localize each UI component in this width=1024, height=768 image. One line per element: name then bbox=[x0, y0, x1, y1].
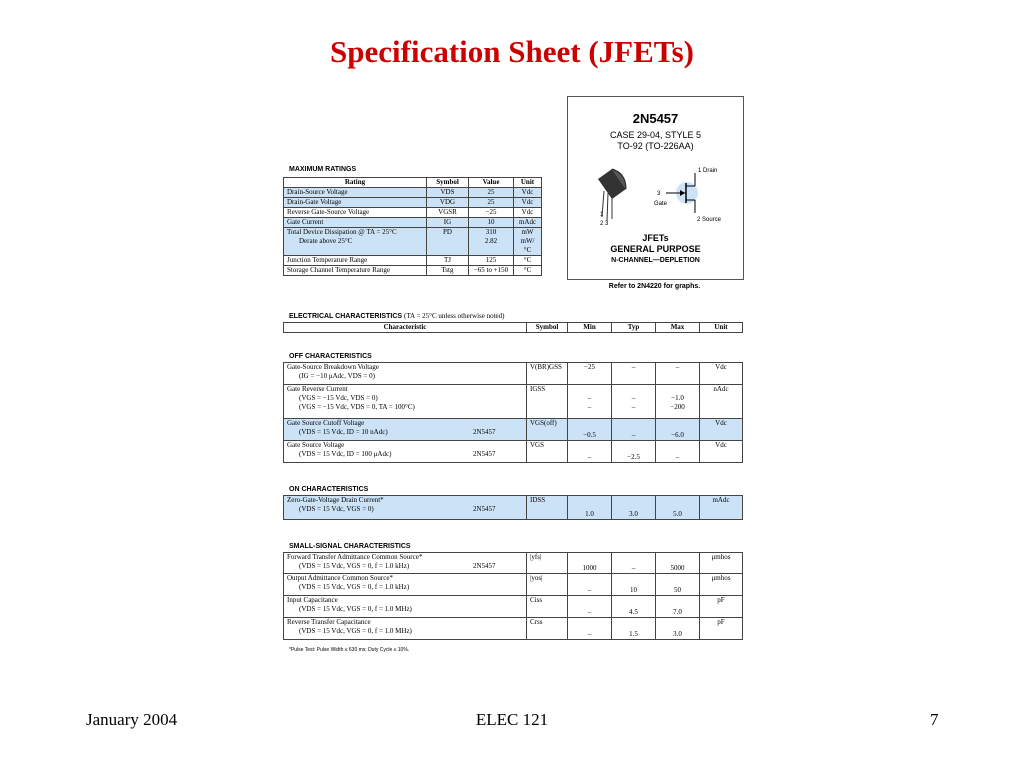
col-characteristic: Characteristic bbox=[284, 323, 527, 333]
char-cell bbox=[284, 496, 527, 520]
col-max: Max bbox=[656, 323, 700, 333]
char-line: (VGS = −15 Vdc, VDS = 0, TA = 100°C) bbox=[299, 403, 415, 411]
char-line: Gate Source Cutoff Voltage bbox=[287, 419, 365, 427]
off-table bbox=[283, 362, 743, 463]
char-line: Forward Transfer Admittance Common Source* bbox=[287, 553, 423, 561]
symbol-cell: VDS bbox=[427, 188, 469, 198]
package-box bbox=[567, 96, 744, 280]
graphs-reference: Refer to 2N4220 for graphs. bbox=[608, 283, 701, 290]
unit-cell: nAdc bbox=[700, 385, 743, 419]
char-line: Output Admittance Common Source* bbox=[287, 574, 393, 582]
rating-cell: Drain-Gate Voltage bbox=[284, 198, 427, 208]
part-label: 2N5457 bbox=[473, 428, 496, 436]
max-cell: 3.0 bbox=[656, 618, 700, 640]
max-cell: 5000 bbox=[656, 553, 700, 574]
symbol-cell: TJ bbox=[427, 256, 469, 266]
value-cell: 25 bbox=[469, 198, 514, 208]
symbol-cell: |yos| bbox=[527, 574, 568, 596]
part-label: 2N5457 bbox=[473, 562, 496, 570]
part-number: 2N5457 bbox=[632, 111, 679, 126]
col-min: Min bbox=[568, 323, 612, 333]
value-cell: −65 to +150 bbox=[469, 266, 514, 276]
unit-cell: mAdc bbox=[700, 496, 743, 520]
min-cell: 1000 bbox=[568, 553, 612, 574]
off-heading: OFF CHARACTERISTICS bbox=[289, 353, 372, 360]
gate-label: Gate bbox=[654, 201, 668, 207]
rating-cell bbox=[284, 228, 427, 256]
max-line: −1.0 bbox=[671, 394, 684, 402]
char-line: (VDS = 15 Vdc, ID = 10 nAdc) bbox=[299, 428, 388, 436]
col-symbol: Symbol bbox=[527, 323, 568, 333]
unit-cell: μmhos bbox=[700, 574, 743, 596]
symbol-cell: PD bbox=[427, 228, 469, 256]
char-line: (VDS = 15 Vdc, VGS = 0, f = 1.0 MHz) bbox=[299, 605, 412, 613]
unit-line: mW/°C bbox=[520, 237, 535, 254]
min-cell: −0.5 bbox=[568, 419, 612, 441]
char-line: Gate-Source Breakdown Voltage bbox=[287, 363, 379, 371]
jfet-symbol-icon bbox=[666, 173, 698, 213]
max-cell bbox=[656, 385, 700, 419]
symbol-cell: Crss bbox=[527, 618, 568, 640]
col-rating: Rating bbox=[284, 178, 427, 188]
table-row bbox=[284, 385, 743, 419]
unit-cell: Vdc bbox=[700, 441, 743, 463]
type-line: JFETs bbox=[642, 233, 669, 243]
on-table bbox=[283, 495, 743, 520]
unit-cell: Vdc bbox=[514, 208, 542, 218]
unit-cell: °C bbox=[514, 266, 542, 276]
max-cell: −6.0 bbox=[656, 419, 700, 441]
table-row bbox=[284, 553, 743, 574]
unit-cell bbox=[514, 228, 542, 256]
typ-cell: −2.5 bbox=[612, 441, 656, 463]
table-row bbox=[284, 198, 542, 208]
typ-cell: 10 bbox=[612, 574, 656, 596]
table-row bbox=[284, 228, 542, 256]
elec-header-table bbox=[283, 322, 743, 333]
table-row bbox=[284, 363, 743, 385]
unit-cell: Vdc bbox=[514, 198, 542, 208]
value-cell: −25 bbox=[469, 208, 514, 218]
value-cell: 25 bbox=[469, 188, 514, 198]
table-row bbox=[284, 188, 542, 198]
symbol-cell: VDG bbox=[427, 198, 469, 208]
table-row bbox=[284, 441, 743, 463]
small-signal-table bbox=[283, 552, 743, 640]
symbol-cell: IGSS bbox=[527, 385, 568, 419]
table-row bbox=[284, 596, 743, 618]
part-label: 2N5457 bbox=[473, 450, 496, 458]
rating-cell: Storage Channel Temperature Range bbox=[284, 266, 427, 276]
unit-cell: Vdc bbox=[514, 188, 542, 198]
elec-heading-text: ELECTRICAL CHARACTERISTICS bbox=[289, 313, 403, 320]
value-line: 310 bbox=[485, 228, 497, 236]
min-cell: −25 bbox=[568, 363, 612, 385]
char-line: (VDS = 15 Vdc, ID = 100 μAdc) bbox=[299, 450, 392, 458]
source-label: 2 Source bbox=[697, 217, 722, 223]
value-cell: 125 bbox=[469, 256, 514, 266]
char-line: Reverse Transfer Capacitance bbox=[287, 618, 371, 626]
char-cell bbox=[284, 385, 527, 419]
min-cell: – bbox=[568, 618, 612, 640]
case-info bbox=[568, 130, 743, 152]
table-row bbox=[284, 618, 743, 640]
min-line: – bbox=[587, 394, 592, 402]
max-ratings-heading: MAXIMUM RATINGS bbox=[289, 166, 357, 173]
min-cell: – bbox=[568, 574, 612, 596]
table-row bbox=[284, 218, 542, 228]
min-cell bbox=[568, 385, 612, 419]
unit-cell: pF bbox=[700, 596, 743, 618]
typ-cell: 4.5 bbox=[612, 596, 656, 618]
symbol-cell: IG bbox=[427, 218, 469, 228]
table-row bbox=[284, 419, 743, 441]
value-line: 2.82 bbox=[484, 237, 498, 245]
rating-line: Total Device Dissipation @ TA = 25°C bbox=[287, 228, 397, 236]
col-unit: Unit bbox=[514, 178, 542, 188]
unit-cell: Vdc bbox=[700, 363, 743, 385]
col-typ: Typ bbox=[612, 323, 656, 333]
rating-cell: Drain-Source Voltage bbox=[284, 188, 427, 198]
typ-line: – bbox=[631, 403, 636, 411]
col-symbol: Symbol bbox=[427, 178, 469, 188]
char-line: Gate Source Voltage bbox=[287, 441, 345, 449]
unit-cell: Vdc bbox=[700, 419, 743, 441]
char-line: Input Capacitance bbox=[287, 596, 338, 604]
char-line: (VDS = 15 Vdc, VGS = 0) bbox=[299, 505, 374, 513]
footer-course: ELEC 121 bbox=[475, 710, 549, 729]
part-label: 2N5457 bbox=[473, 505, 496, 513]
typ-line: – bbox=[631, 394, 636, 402]
elec-condition: (TA = 25°C unless otherwise noted) bbox=[404, 312, 505, 320]
table-row bbox=[284, 256, 542, 266]
symbol-cell: V(BR)GSS bbox=[527, 363, 568, 385]
symbol-cell: VGSR bbox=[427, 208, 469, 218]
rating-line: Derate above 25°C bbox=[299, 237, 353, 245]
max-cell: 5.0 bbox=[656, 496, 700, 520]
channel-type: N-CHANNEL—DEPLETION bbox=[611, 257, 700, 264]
min-cell: – bbox=[568, 596, 612, 618]
symbol-cell: VGS bbox=[527, 441, 568, 463]
min-cell: – bbox=[568, 441, 612, 463]
value-cell: 10 bbox=[469, 218, 514, 228]
char-cell bbox=[284, 553, 527, 574]
drain-label: 1 Drain bbox=[698, 168, 718, 174]
max-cell: 50 bbox=[656, 574, 700, 596]
pin-three-label: 3 bbox=[657, 191, 661, 197]
char-line: (VDS = 15 Vdc, VGS = 0, f = 1.0 MHz) bbox=[299, 627, 412, 635]
purpose-line: GENERAL PURPOSE bbox=[610, 244, 701, 254]
char-line: (VDS = 15 Vdc, VGS = 0, f = 1.0 kHz) bbox=[299, 562, 410, 570]
char-line: (VDS = 15 Vdc, VGS = 0, f = 1.0 kHz) bbox=[299, 583, 410, 591]
value-cell bbox=[469, 228, 514, 256]
min-line: – bbox=[587, 403, 592, 411]
on-heading: ON CHARACTERISTICS bbox=[289, 486, 369, 493]
typ-cell bbox=[612, 385, 656, 419]
rating-cell: Gate Current bbox=[284, 218, 427, 228]
max-line: −200 bbox=[670, 403, 685, 411]
symbol-cell: VGS(off) bbox=[527, 419, 568, 441]
char-line: Zero-Gate-Voltage Drain Current* bbox=[287, 496, 384, 504]
char-line: (VGS = −15 Vdc, VDS = 0) bbox=[299, 394, 378, 402]
table-row bbox=[284, 574, 743, 596]
col-unit: Unit bbox=[700, 323, 743, 333]
case-line: CASE 29-04, STYLE 5 bbox=[609, 130, 702, 140]
unit-cell: μmhos bbox=[700, 553, 743, 574]
unit-cell: °C bbox=[514, 256, 542, 266]
typ-cell: 3.0 bbox=[612, 496, 656, 520]
slide-title: Specification Sheet (JFETs) bbox=[330, 34, 694, 69]
char-cell bbox=[284, 618, 527, 640]
max-cell: – bbox=[656, 441, 700, 463]
pin-one-label: 1 bbox=[600, 212, 604, 218]
footer-page-number: 7 bbox=[930, 710, 939, 729]
symbol-cell: |yfs| bbox=[527, 553, 568, 574]
char-cell bbox=[284, 363, 527, 385]
char-cell bbox=[284, 441, 527, 463]
char-cell bbox=[284, 419, 527, 441]
symbol-cell: IDSS bbox=[527, 496, 568, 520]
table-row bbox=[284, 208, 542, 218]
max-cell: 7.0 bbox=[656, 596, 700, 618]
char-line: Gate Reverse Current bbox=[287, 385, 348, 393]
unit-line: mW bbox=[521, 228, 534, 236]
char-cell bbox=[284, 596, 527, 618]
small-signal-heading: SMALL-SIGNAL CHARACTERISTICS bbox=[289, 543, 411, 550]
min-cell: 1.0 bbox=[568, 496, 612, 520]
symbol-cell: Ciss bbox=[527, 596, 568, 618]
max-ratings-table bbox=[283, 177, 542, 276]
unit-cell: pF bbox=[700, 618, 743, 640]
table-row bbox=[284, 496, 743, 520]
pin-two-three-label: 2 3 bbox=[600, 221, 609, 227]
table-row bbox=[284, 266, 542, 276]
case-line: TO-92 (TO-226AA) bbox=[617, 141, 694, 151]
pulse-test-footnote: *Pulse Test: Pulse Width ≤ 630 ms; Duty Cycle ≤ 10%. bbox=[289, 647, 410, 653]
col-value: Value bbox=[469, 178, 514, 188]
char-cell bbox=[284, 574, 527, 596]
elec-heading bbox=[289, 312, 504, 320]
symbol-cell: Tstg bbox=[427, 266, 469, 276]
rating-cell: Junction Temperature Range bbox=[284, 256, 427, 266]
typ-cell: – bbox=[612, 363, 656, 385]
footer-date: January 2004 bbox=[86, 710, 178, 729]
transistor-diagram bbox=[568, 159, 743, 231]
typ-cell: 1.5 bbox=[612, 618, 656, 640]
max-cell: – bbox=[656, 363, 700, 385]
device-type bbox=[568, 233, 743, 255]
typ-cell: – bbox=[612, 419, 656, 441]
unit-cell: mAdc bbox=[514, 218, 542, 228]
typ-cell: – bbox=[612, 553, 656, 574]
rating-cell: Reverse Gate-Source Voltage bbox=[284, 208, 427, 218]
char-line: (IG = −10 μAdc, VDS = 0) bbox=[299, 372, 375, 380]
